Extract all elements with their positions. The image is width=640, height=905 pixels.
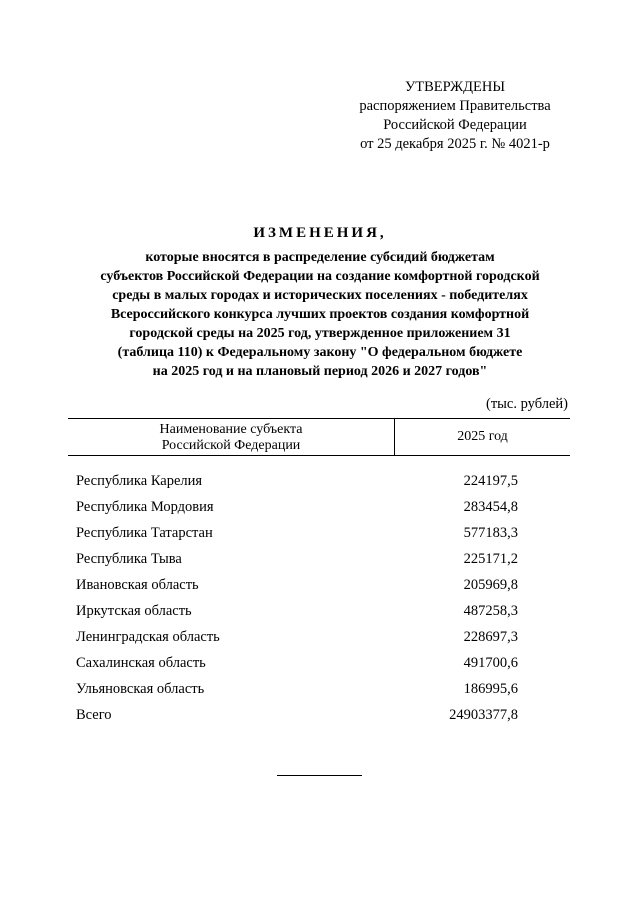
subsidy-value: 491700,6 [463,655,518,671]
table-header [68,418,570,456]
approval-block [340,78,570,154]
approval-heading: УТВЕРЖДЕНЫ [404,79,506,95]
table-row [76,472,546,498]
table-row-total [76,706,546,732]
subsidy-value: 224197,5 [463,473,518,489]
closing-rule [277,775,362,776]
subsidy-value: 186995,6 [463,681,518,697]
column-header-name [68,419,395,455]
total-value: 24903377,8 [449,707,518,723]
units-label: (тыс. рублей) [486,396,568,412]
subsidy-value: 205969,8 [463,577,518,593]
column-header-name-line: Российской Федерации [161,438,301,453]
total-label: Всего [76,707,112,723]
table-row [76,576,546,602]
subsidy-value: 225171,2 [463,551,518,567]
region-name: Иркутская область [76,603,192,619]
subsidy-value: 487258,3 [463,603,518,619]
subsidy-value: 228697,3 [463,629,518,645]
approval-line: от 25 декабря 2025 г. № 4021-р [360,136,550,152]
table-row [76,680,546,706]
subtitle-line: субъектов Российской Федерации на создание комфортной городской [100,269,540,284]
table-row [76,550,546,576]
table-body [76,472,546,732]
table-row [76,602,546,628]
column-header-year: 2025 год [457,429,508,444]
table-row [76,628,546,654]
region-name: Республика Татарстан [76,525,213,541]
subtitle-line: на 2025 год и на плановый период 2026 и 2027 годов" [152,364,488,379]
subtitle-line: среды в малых городах и исторических поселениях - победителях [112,288,528,303]
approval-line: распоряжением Правительства [359,98,551,114]
document-title: ИЗМЕНЕНИЯ, [253,225,387,241]
subtitle-line: городской среды на 2025 год, утвержденное приложением 31 [129,326,511,341]
subtitle-line: Всероссийского конкурса лучших проектов создания комфортной [110,307,530,322]
region-name: Республика Тыва [76,551,182,567]
table-row [76,524,546,550]
subtitle-line: которые вносятся в распределение субсидий бюджетам [145,250,495,265]
document-subtitle [70,248,570,381]
subtitle-line: (таблица 110) к Федеральному закону "О федеральном бюджете [117,345,523,360]
subsidy-value: 577183,3 [463,525,518,541]
region-name: Ивановская область [76,577,199,593]
region-name: Ульяновская область [76,681,205,697]
table-row [76,654,546,680]
table-row [76,498,546,524]
region-name: Республика Мордовия [76,499,214,515]
region-name: Республика Карелия [76,473,203,489]
subsidy-value: 283454,8 [463,499,518,515]
region-name: Сахалинская область [76,655,206,671]
region-name: Ленинградская область [76,629,220,645]
column-header-name-line: Наименование субъекта [159,422,303,437]
approval-line: Российской Федерации [383,117,527,133]
